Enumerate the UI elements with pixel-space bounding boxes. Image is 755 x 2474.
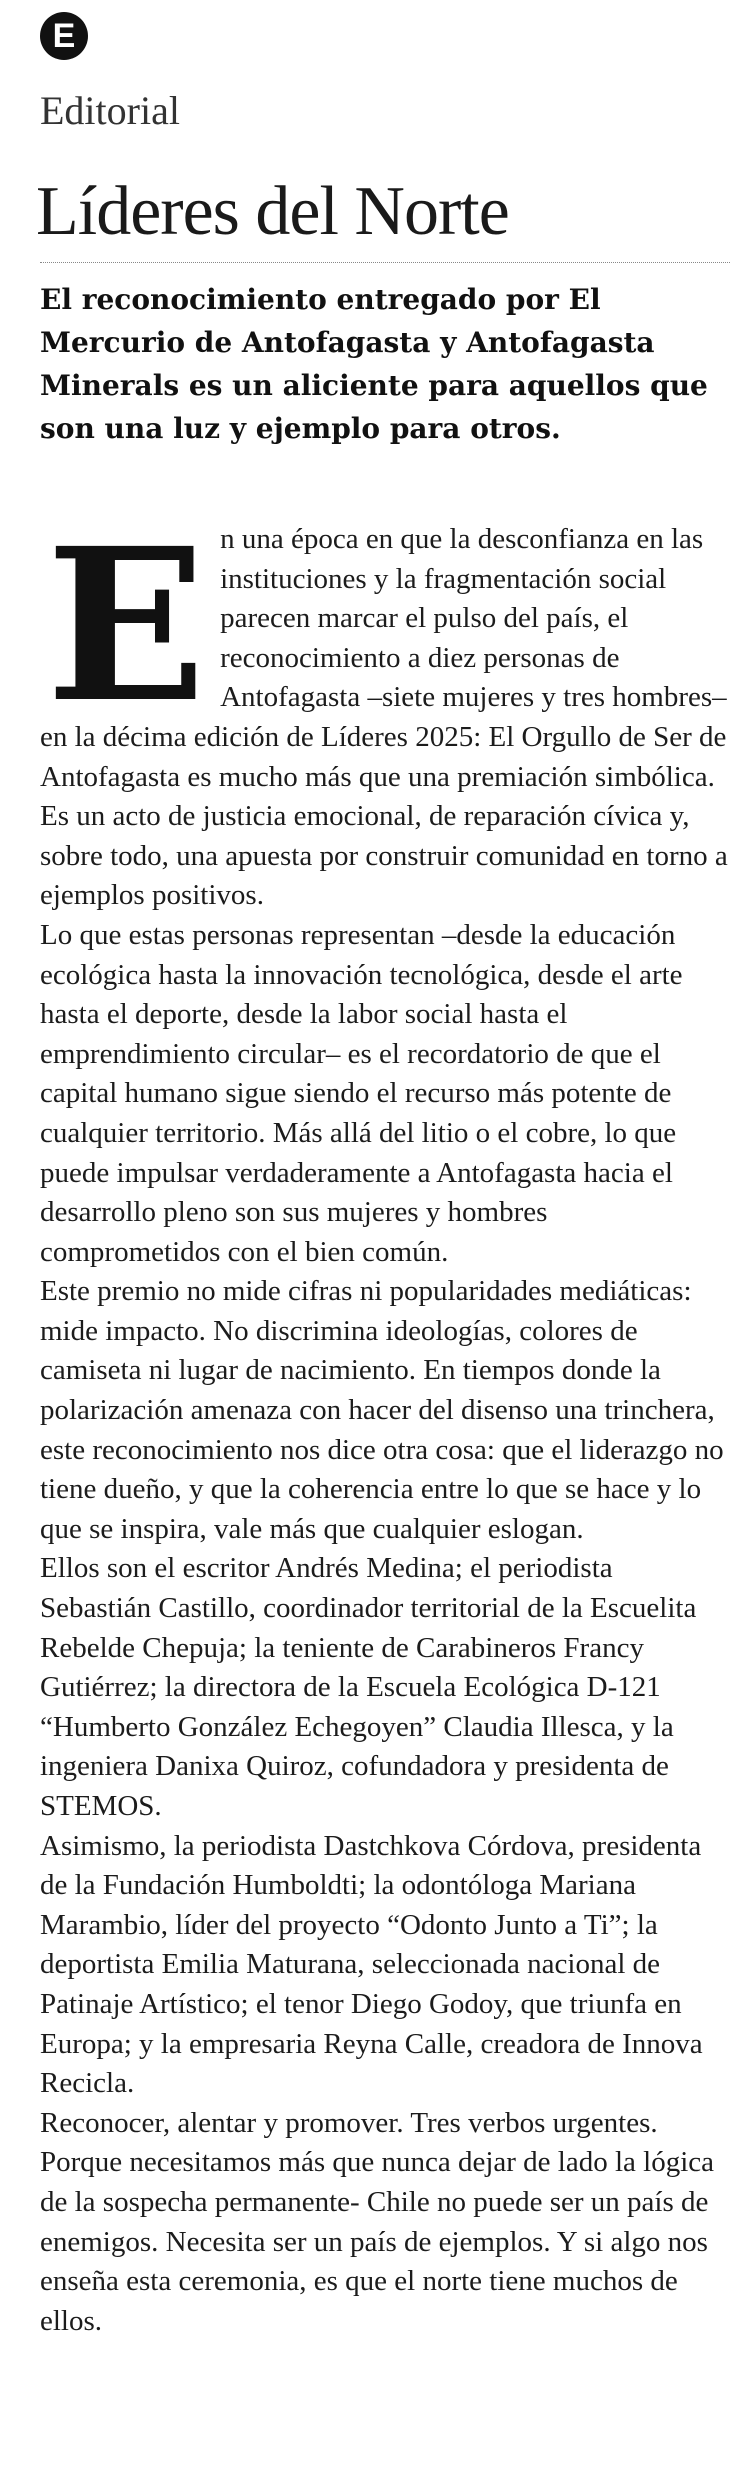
paragraph-2: Lo que estas personas representan –desde la educación ecológica hasta la innovación tecnológica, desde el arte hasta el deporte, desde la labor social hasta el emprendimiento circular– es el recordatorio de que el capital humano sigue siendo el recurso más potente de cualquier territorio. Más allá del litio o el cobre, lo que puede impulsar verdaderamente a Antofagasta hacia el desarrollo pleno son sus mujeres y hombres comprometidos con el bien común. bbox=[40, 918, 683, 1268]
paragraph-1-text: n una época en que la desconfianza en las instituciones y la fragmentación social parecen marcar el pulso del país, el reconocimiento a diez personas de Antofagasta –siete mujeres y tres hombres– en la décima edición de Líderes 2025: El Orgullo de Ser de Antofagasta es mucho más que una premiación simbólica. Es un acto de justicia emocional, de reparación cívica y, sobre todo, una apuesta por construir comunidad en torno a ejemplos positivos. bbox=[40, 523, 728, 912]
divider bbox=[40, 262, 730, 263]
paragraph-4: Ellos son el escritor Andrés Medina; el periodista Sebastián Castillo, coordinador territorial de la Escuelita Rebelde Chepuja; la teniente de Carabineros Francy Gutiérrez; la directora de la Escuela Ecológica D-121 “Humberto González Echegoyen” Claudia Illesca, y la ingeniera Danixa Quiroz, cofundadora y presidenta de STEMOS. bbox=[40, 1552, 697, 1822]
paragraph-5: Asimismo, la periodista Dastchkova Córdova, presidenta de la Fundación Humboldti; la odontóloga Mariana Marambio, líder del proyecto “Odonto Junto a Ti”; la deportista Emilia Maturana, seleccionada nacional de Patinaje Artístico; el tenor Diego Godoy, que triunfa en Europa; y la empresaria Reyna Calle, creadora de Innova Recicla. bbox=[40, 1829, 703, 2100]
section-badge: E bbox=[40, 12, 88, 60]
headline: Líderes del Norte bbox=[36, 173, 509, 250]
article-body bbox=[40, 502, 730, 2341]
paragraph-3: Este premio no mide cifras ni popularidades mediáticas: mide impacto. No discrimina ideologías, colores de camiseta ni lugar de nacimiento. En tiempos donde la polarización amenaza con hacer del disenso una trinchera, este reconocimiento nos dice otra cosa: que el liderazgo no tiene dueño, y que la coherencia entre lo que se hace y lo que se inspira, vale más que cualquier eslogan. bbox=[40, 1275, 724, 1545]
paragraph-6: Reconocer, alentar y promover. Tres verbos urgentes. Porque necesitamos más que nunca dejar de lado la lógica de la sospecha permanente- Chile no puede ser un país de enemigos. Necesita ser un país de ejemplos. Y si algo nos enseña esta ceremonia, es que el norte tiene muchos de ellos. bbox=[40, 2106, 715, 2337]
drop-cap: E bbox=[46, 502, 207, 749]
paragraph-1 bbox=[40, 502, 730, 916]
deck-subtitle: El reconocimiento entregado por El Mercurio de Antofagasta y Antofagasta Minerals es un aliciente para aquellos que son una luz y ejemplo para otros. bbox=[40, 283, 708, 445]
section-label: Editorial bbox=[40, 88, 180, 133]
